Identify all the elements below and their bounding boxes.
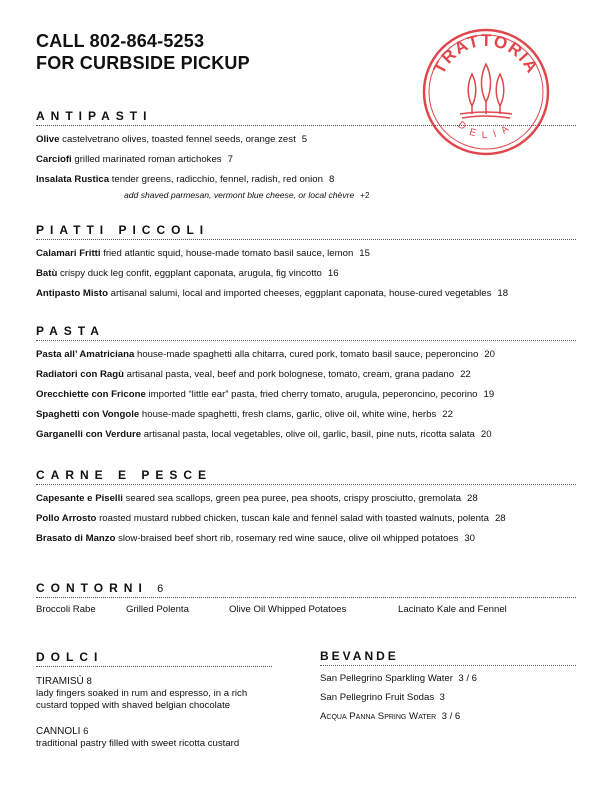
list-item: Olive Oil Whipped Potatoes [229,604,347,615]
menu-item-addon: add shaved parmesan, vermont blue cheese, or local chèvre +2 [124,190,370,200]
menu-item: Batù crispy duck leg confit, eggplant caponata, arugula, fig vincotto 16 [36,268,339,279]
section-contorni-title: CONTORNI 6 [36,581,164,595]
menu-item: Olive castelvetrano olives, toasted fennel seeds, orange zest 5 [36,134,308,145]
section-bevande-title: BEVANDE [320,649,399,663]
section-piatti-title: PIATTI PICCOLI [36,223,210,237]
carne-list [36,493,506,553]
dessert-item: TIRAMISÙ 8 lady fingers soaked in rum and espresso, in a rich custard topped with shaved belgian chocolate [36,676,248,711]
section-carne-title: CARNE E PESCE [36,468,213,482]
logo-bottom-text: DELIA [455,119,517,142]
menu-item: Insalata Rustica tender greens, radicchio, fennel, radish, red onion 8 [36,174,335,185]
section-divider [36,484,576,485]
menu-item: Spaghetti con Vongole house-made spaghetti, fresh clams, garlic, olive oil, white wine, herbs 22 [36,409,453,420]
section-antipasti-title: ANTIPASTI [36,109,153,123]
section-divider [36,340,576,341]
menu-item: Radiatori con Ragù artisanal pasta, veal, beef and pork bolognese, tomato, cream, grana padano 22 [36,369,471,380]
dessert-item: CANNOLI 6 traditional pastry filled with sweet ricotta custard [36,726,240,749]
list-item: Broccoli Rabe [36,604,96,615]
antipasti-list [36,134,369,206]
section-divider [320,665,576,666]
cypress-trees-icon [460,64,512,118]
menu-item: Pasta all’ Amatriciana house-made spaghetti alla chitarra, cured pork, tomato basil sauce, peperoncino 20 [36,349,495,360]
menu-item: Pollo Arrosto roasted mustard rubbed chicken, tuscan kale and fennel salad with toasted walnuts, polenta 28 [36,513,506,524]
logo-top-text: TRATTORIA [429,30,543,78]
section-divider [36,666,272,667]
bevande-list [320,673,477,730]
svg-text:DELIA [455,119,516,141]
section-divider [36,239,576,240]
menu-item: Carciofi grilled marinated roman artichokes 7 [36,154,233,165]
menu-item: Garganelli con Verdure artisanal pasta, local vegetables, olive oil, garlic, basil, pine nuts, ricotta salata 20 [36,429,492,440]
menu-item: Calamari Fritti fried atlantic squid, house-made tomato basil sauce, lemon 15 [36,248,370,259]
section-dolci-title: DOLCI [36,650,104,664]
pasta-list [36,349,495,449]
phone-line: CALL 802-864-5253 [36,31,205,51]
pickup-line: FOR CURBSIDE PICKUP [36,53,250,73]
dolci-list [36,676,276,764]
section-divider [36,597,576,598]
menu-item: Orecchiette con Fricone imported “little ear” pasta, fried cherry tomato, arugula, peperoncino, pecorino 19 [36,389,495,400]
menu-item: Capesante e Piselli seared sea scallops, green pea puree, pea shoots, crispy prosciutto, gremolata 28 [36,493,478,504]
list-item: Lacinato Kale and Fennel [398,604,507,615]
section-pasta-title: PASTA [36,324,105,338]
drink-item: San Pellegrino Sparkling Water 3 / 6 [320,673,477,684]
menu-item: Antipasto Misto artisanal salumi, local and imported cheeses, eggplant caponata, house-cured vegetables 18 [36,288,509,299]
svg-text:TRATTORIA [430,31,543,77]
list-item: Grilled Polenta [126,604,189,615]
menu-item: Brasato di Manzo slow-braised beef short rib, rosemary red wine sauce, olive oil whipped potatoes 30 [36,533,475,544]
contorni-price: 6 [157,583,164,595]
pickup-header [36,30,250,74]
section-divider [36,125,576,126]
drink-item: San Pellegrino Fruit Sodas 3 [320,692,445,703]
trattoria-delia-logo [420,26,552,158]
drink-item: Acqua Panna Spring Water 3 / 6 [320,711,461,722]
piatti-list [36,248,508,308]
